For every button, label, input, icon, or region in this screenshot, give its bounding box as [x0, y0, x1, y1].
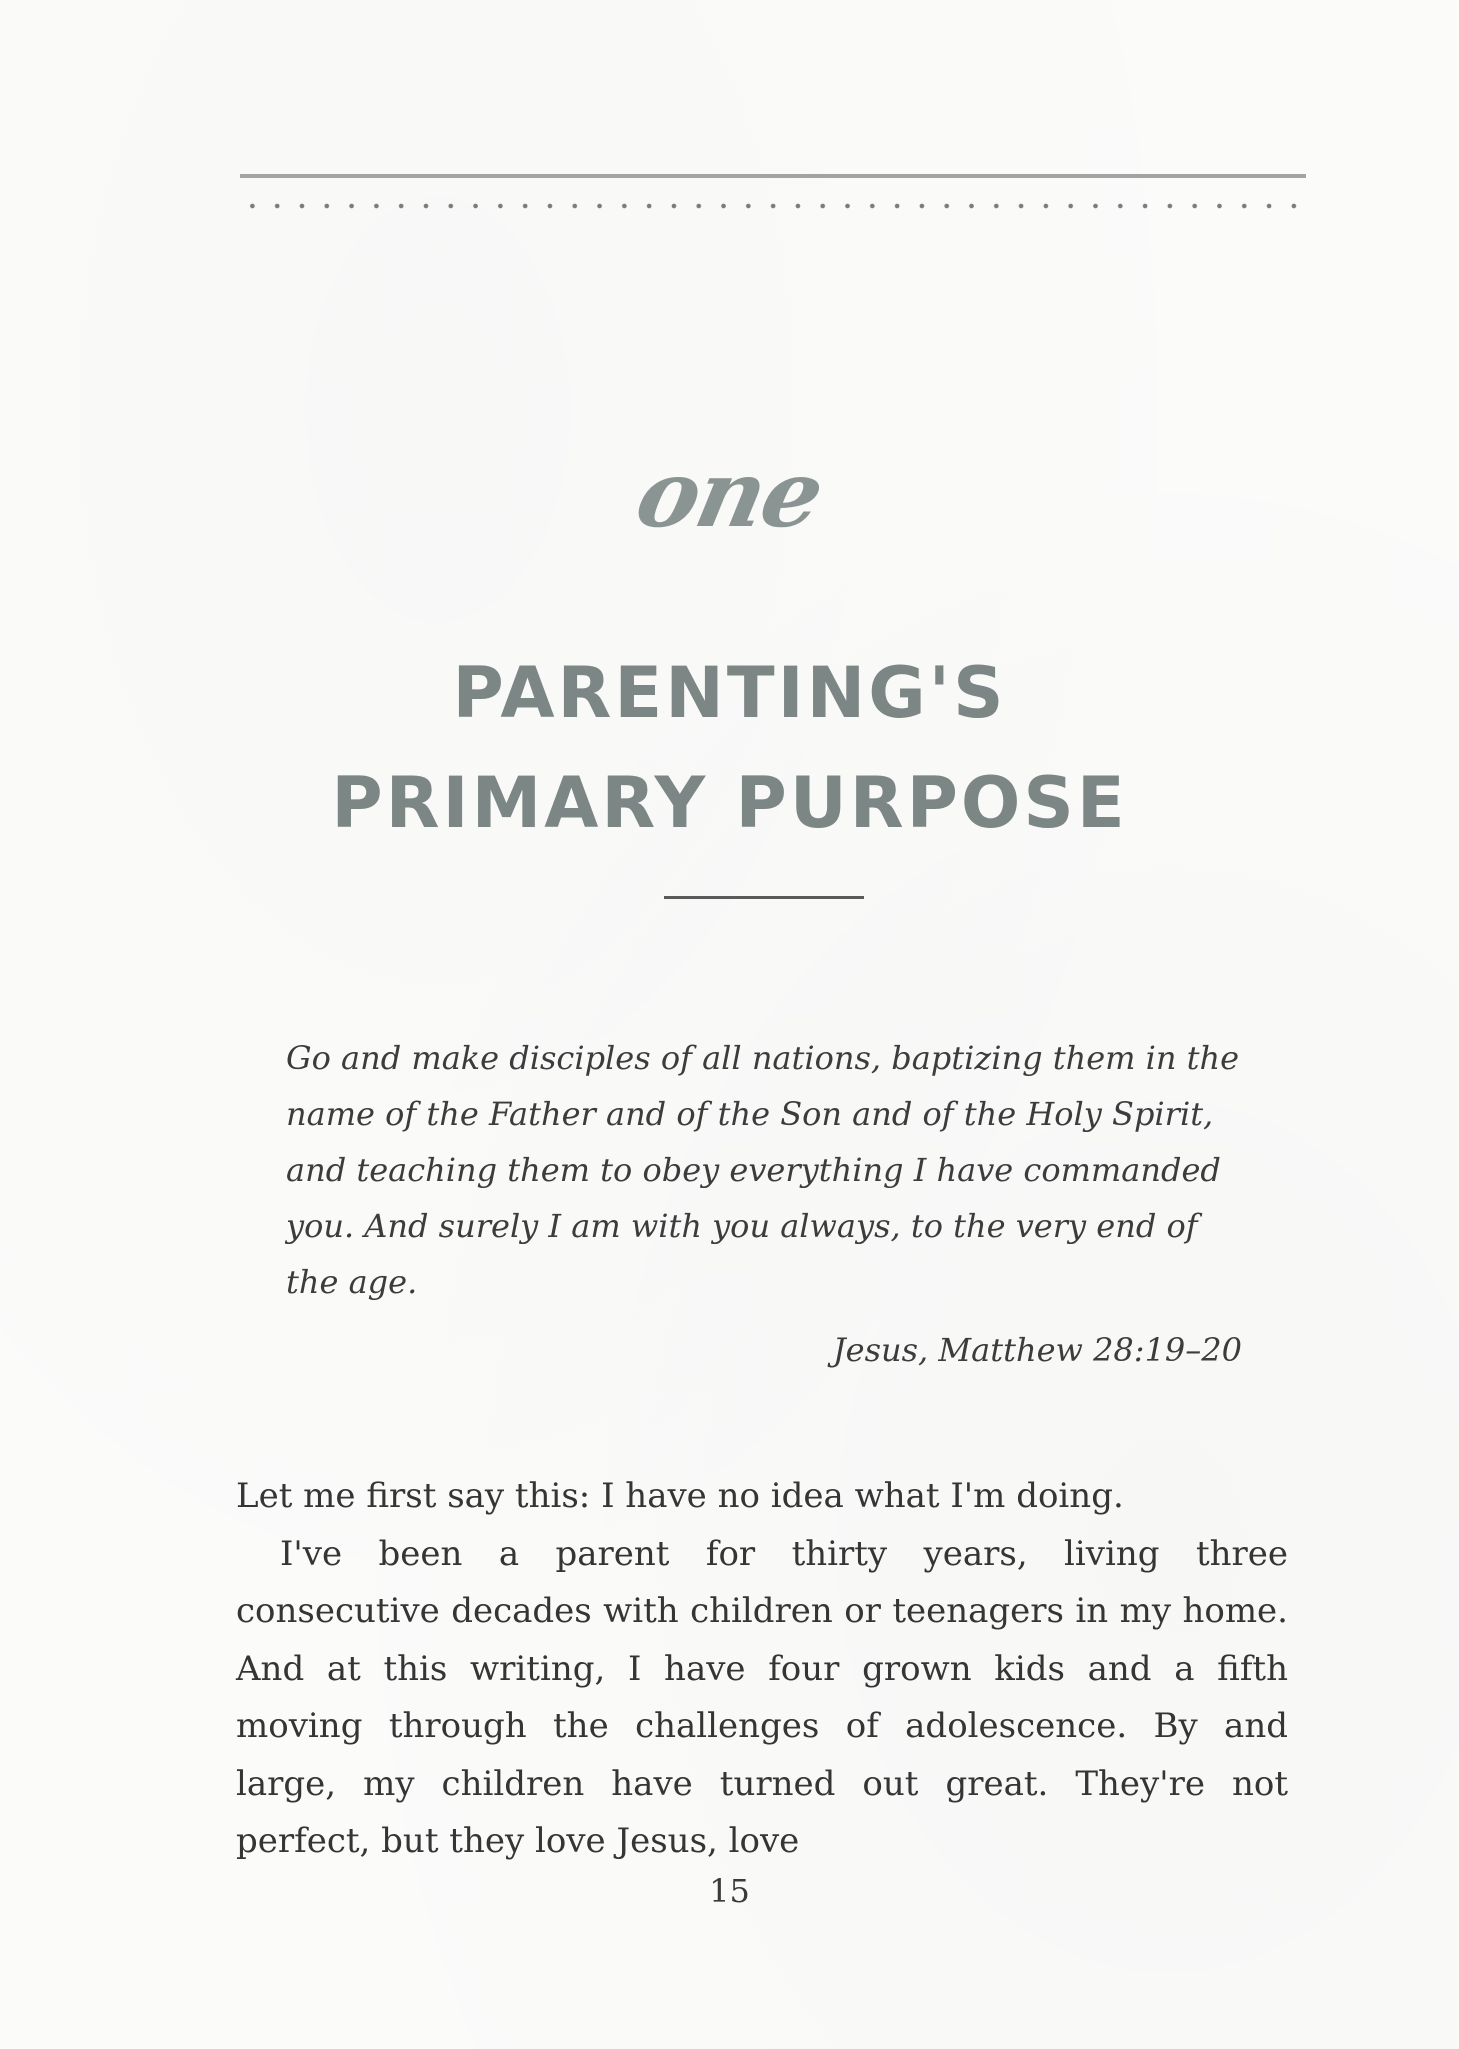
title-divider-rule	[664, 896, 864, 899]
body-text	[236, 1468, 1288, 1871]
page-number: 15	[709, 1872, 750, 1910]
top-ornament-rule	[240, 174, 1306, 178]
epigraph-quote: Go and make disciples of all nations, baptizing them in the name of the Father and of the Son and of the Holy Spirit, and teaching them to obey everything I have commanded you. And surely I am with you always, to the very end of the age.	[286, 1039, 1240, 1301]
chapter-title	[0, 638, 1459, 858]
top-ornament-dots	[240, 203, 1306, 209]
epigraph-attribution: Jesus, Matthew 28:19–20	[832, 1331, 1242, 1369]
chapter-title-line-2: PRIMARY PURPOSE	[331, 762, 1128, 844]
chapter-title-line-1: PARENTING'S	[452, 652, 1007, 734]
body-paragraph-2: I've been a parent for thirty years, living three consecutive decades with children or teenagers in my home. And at this writing, I have four grown kids and a fifth moving through the challenges of adolescence. By and large, my children have turned out great. They're not perfect, but they love Jesus, love	[236, 1533, 1288, 1861]
chapter-number-script: one	[627, 440, 832, 548]
body-paragraph-1: Let me first say this: I have no idea what I'm doing.	[236, 1476, 1124, 1516]
